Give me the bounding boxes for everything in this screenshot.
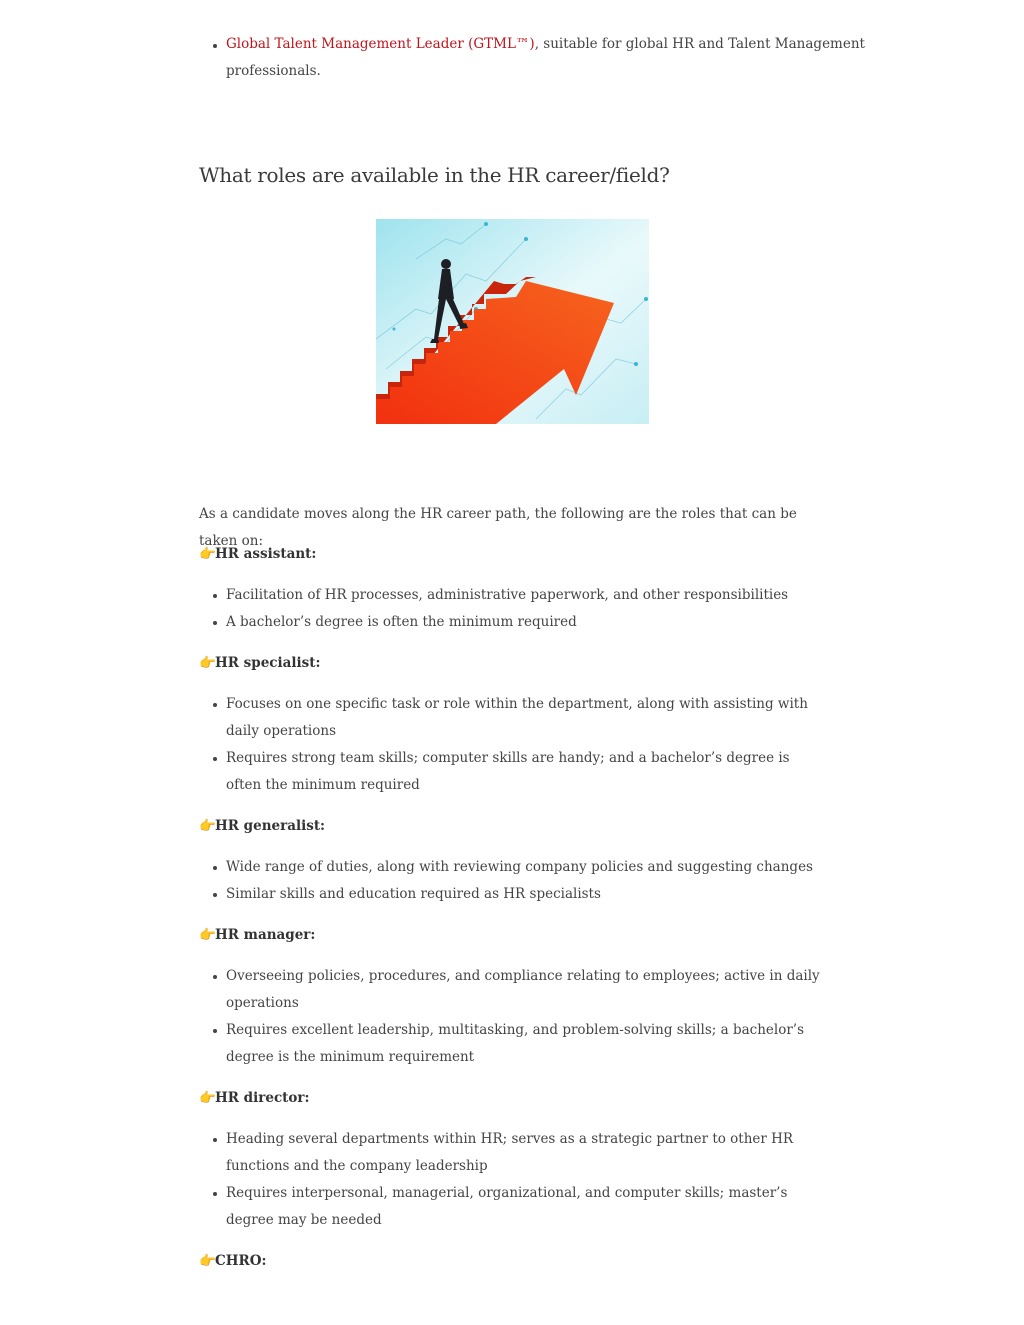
pointing-hand-icon: 👉 [199,818,216,834]
pointing-hand-icon: 👉 [199,546,216,562]
career-stairs-arrow-image [376,219,649,424]
list-item: Focuses on one specific task or role within the department, along with assisting with daily operations [226,691,824,745]
list-item: Facilitation of HR processes, administrative paperwork, and other responsibilities [226,582,824,609]
list-item: Heading several departments within HR; serves as a strategic partner to other HR functions and the company leadership [226,1126,824,1180]
intro-text: As a candidate moves along the HR career path, the following are the roles that can be taken on: [199,506,797,549]
role-title: HR specialist: [215,655,321,671]
list-item: Similar skills and education required as HR specialists [226,881,824,908]
list-item: Requires excellent leadership, multitasking, and problem-solving skills; a bachelor’s degree is the minimum requirement [226,1017,824,1071]
role-heading [199,1248,824,1275]
list-item: Requires strong team skills; computer skills are handy; and a bachelor’s degree is often the minimum required [226,745,824,799]
role-bullets [199,1126,824,1234]
list-item: A bachelor’s degree is often the minimum required [226,609,824,636]
top-suffix: , suitable for global HR and Talent Management [534,36,865,52]
role-heading [199,922,824,949]
role-title: HR generalist: [215,818,326,834]
list-item: Overseeing policies, procedures, and compliance relating to employees; active in daily operations [226,963,824,1017]
pointing-hand-icon: 👉 [199,927,216,943]
role-bullets [199,582,824,636]
role-bullets [199,963,824,1071]
list-item: Requires interpersonal, managerial, organizational, and computer skills; master’s degree may be needed [226,1180,824,1234]
section-title: What roles are available in the HR career/field? [199,163,670,187]
pointing-hand-icon: 👉 [199,655,216,671]
role-heading [199,541,824,568]
top-continuation: professionals. [226,63,321,79]
role-bullets [199,691,824,799]
role-title: HR assistant: [215,546,317,562]
role-heading [199,813,824,840]
role-heading [199,650,824,677]
role-title: CHRO: [215,1253,267,1269]
top-bullet-dot [213,44,217,48]
list-item: Wide range of duties, along with reviewing company policies and suggesting changes [226,854,824,881]
role-title: HR director: [215,1090,310,1106]
gtml-link[interactable]: Global Talent Management Leader (GTML™) [226,36,535,52]
pointing-hand-icon: 👉 [199,1253,216,1269]
role-title: HR manager: [215,927,316,943]
role-heading [199,1085,824,1112]
role-bullets [199,854,824,908]
roles-list [199,541,824,1275]
top-clipped-line [226,0,865,53]
pointing-hand-icon: 👉 [199,1090,216,1106]
